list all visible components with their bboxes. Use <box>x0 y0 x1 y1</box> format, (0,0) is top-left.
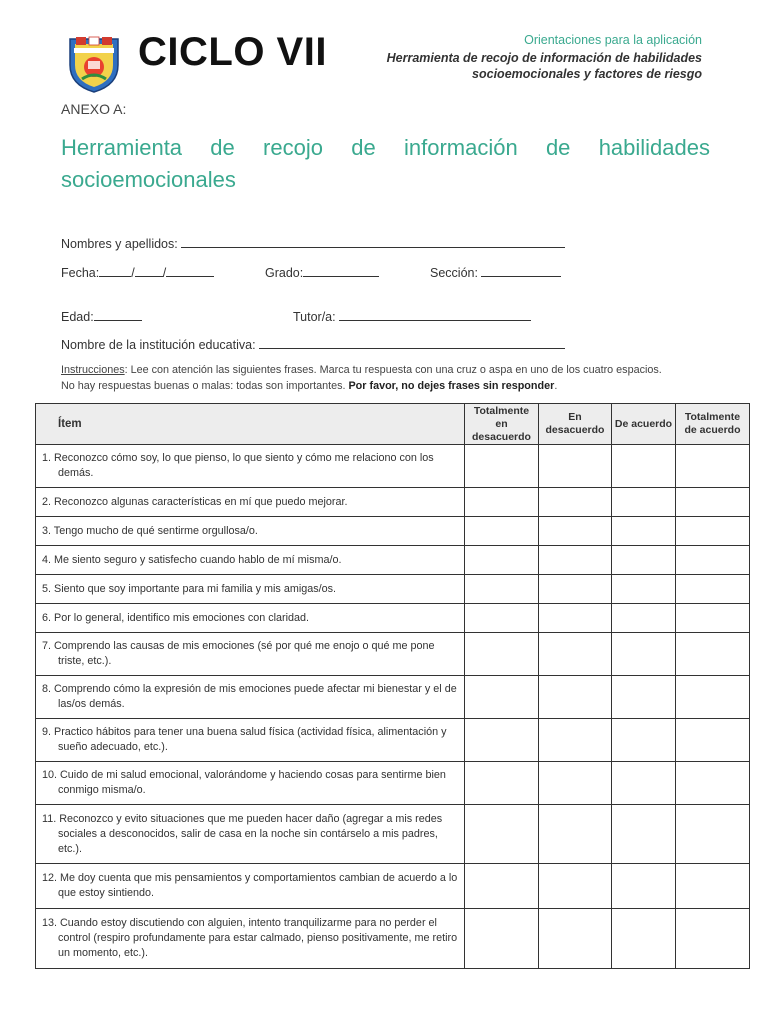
answer-cell[interactable] <box>612 805 676 864</box>
table-row <box>36 719 750 762</box>
section-label: Sección: <box>430 266 478 280</box>
answer-cell[interactable] <box>465 604 539 633</box>
table-row <box>36 633 750 676</box>
answer-cell[interactable] <box>676 488 750 517</box>
answer-cell[interactable] <box>465 546 539 575</box>
date-day-blank[interactable] <box>99 263 131 277</box>
answer-cell[interactable] <box>539 604 612 633</box>
grade-field[interactable] <box>265 263 379 280</box>
table-row <box>36 676 750 719</box>
answer-cell[interactable] <box>539 633 612 676</box>
answer-cell[interactable] <box>676 762 750 805</box>
answer-cell[interactable] <box>465 719 539 762</box>
answer-cell[interactable] <box>612 676 676 719</box>
answer-cell[interactable] <box>676 864 750 909</box>
item-text: 6. Por lo general, identifico mis emociones con claridad. <box>36 604 465 633</box>
header-tool-line-2: socioemocionales y factores de riesgo <box>472 67 702 81</box>
school-crest-icon <box>68 35 120 93</box>
answer-cell[interactable] <box>465 762 539 805</box>
answer-cell[interactable] <box>465 575 539 604</box>
item-text: 8. Comprendo cómo la expresión de mis emociones puede afectar mi bienestar y el de las/os demás. <box>36 676 465 719</box>
answer-cell[interactable] <box>676 909 750 969</box>
option-header-strongly-agree: Totalmente de acuerdo <box>676 404 750 445</box>
item-text: 11. Reconozco y evito situaciones que me pueden hacer daño (agregar a mis redes sociales a desconocidos, salir de casa en la noche sin contárselo a mis padres, etc.). <box>36 805 465 864</box>
item-text: 13. Cuando estoy discutiendo con alguien, intento tranquilizarme para no perder el control (respiro profundamente para estar calmado, pienso positivamente, me retiro un momento, etc.). <box>36 909 465 969</box>
item-text: 2. Reconozco algunas características en mí que puedo mejorar. <box>36 488 465 517</box>
instructions-label: Instrucciones <box>61 364 125 376</box>
age-label: Edad: <box>61 310 94 324</box>
table-row <box>36 762 750 805</box>
tutor-blank[interactable] <box>339 307 531 321</box>
answer-cell[interactable] <box>612 909 676 969</box>
answer-cell[interactable] <box>612 546 676 575</box>
cycle-title: CICLO VII <box>138 30 327 74</box>
table-header-row <box>36 404 750 445</box>
answer-cell[interactable] <box>539 864 612 909</box>
name-blank[interactable] <box>181 234 565 248</box>
answer-cell[interactable] <box>612 864 676 909</box>
table-row <box>36 909 750 969</box>
name-field[interactable] <box>61 234 565 251</box>
school-field[interactable] <box>61 335 565 352</box>
school-label: Nombre de la institución educativa: <box>61 338 256 352</box>
date-label: Fecha: <box>61 266 100 280</box>
answer-cell[interactable] <box>676 805 750 864</box>
answer-cell[interactable] <box>676 445 750 488</box>
header-tool-line-1: Herramienta de recojo de información de habilidades <box>386 51 702 65</box>
header-subtitle: Orientaciones para la aplicación <box>524 33 702 47</box>
answer-cell[interactable] <box>612 762 676 805</box>
age-field[interactable] <box>61 307 142 324</box>
answer-cell[interactable] <box>465 909 539 969</box>
table-row <box>36 546 750 575</box>
option-header-agree: De acuerdo <box>612 404 676 445</box>
date-month-blank[interactable] <box>135 263 163 277</box>
answer-cell[interactable] <box>676 575 750 604</box>
answer-cell[interactable] <box>612 517 676 546</box>
page-header <box>0 0 768 100</box>
item-text: 10. Cuido de mi salud emocional, valorándome y haciendo cosas para sentirme bien conmigo misma/o. <box>36 762 465 805</box>
document-title: Herramienta de recojo de información de habilidades socioemocionales <box>61 135 710 192</box>
answer-cell[interactable] <box>465 488 539 517</box>
table-row <box>36 517 750 546</box>
answer-cell[interactable] <box>612 719 676 762</box>
table-row <box>36 488 750 517</box>
answer-cell[interactable] <box>612 633 676 676</box>
section-blank[interactable] <box>481 263 561 277</box>
item-text: 9. Practico hábitos para tener una buena salud física (actividad física, alimentación y sueño adecuado, etc.). <box>36 719 465 762</box>
answer-cell[interactable] <box>539 676 612 719</box>
answer-cell[interactable] <box>612 445 676 488</box>
answer-cell[interactable] <box>676 604 750 633</box>
answer-cell[interactable] <box>676 676 750 719</box>
answer-cell[interactable] <box>465 517 539 546</box>
item-header: Ítem <box>36 404 465 445</box>
answer-cell[interactable] <box>539 546 612 575</box>
school-blank[interactable] <box>259 335 565 349</box>
tutor-label: Tutor/a: <box>293 310 336 324</box>
answer-cell[interactable] <box>465 805 539 864</box>
answer-cell[interactable] <box>539 488 612 517</box>
answer-cell[interactable] <box>676 517 750 546</box>
option-header-strongly-disagree: Totalmente en desacuerdo <box>465 404 539 445</box>
survey-table <box>35 403 750 969</box>
date-year-blank[interactable] <box>166 263 214 277</box>
instructions-bold: Por favor, no dejes frases sin responder <box>348 380 555 392</box>
answer-cell[interactable] <box>539 517 612 546</box>
answer-cell[interactable] <box>465 864 539 909</box>
instructions-text-1: : Lee con atención las siguientes frases. Marca tu respuesta con una cruz o aspa en uno de los cuatro espacios. <box>124 364 662 376</box>
answer-cell[interactable] <box>465 633 539 676</box>
item-text: 12. Me doy cuenta que mis pensamientos y comportamientos cambian de acuerdo a lo que estoy sintiendo. <box>36 864 465 909</box>
table-row <box>36 864 750 909</box>
instructions-text-2: No hay respuestas buenas o malas: todas son importantes. <box>61 380 349 392</box>
name-label: Nombres y apellidos: <box>61 237 178 251</box>
answer-cell[interactable] <box>465 676 539 719</box>
answer-cell[interactable] <box>539 805 612 864</box>
tutor-field[interactable] <box>293 307 531 324</box>
section-field[interactable] <box>430 263 561 280</box>
answer-cell[interactable] <box>612 488 676 517</box>
table-row <box>36 805 750 864</box>
answer-cell[interactable] <box>539 719 612 762</box>
item-text: 7. Comprendo las causas de mis emociones (sé por qué me enojo o qué me pone triste, etc.). <box>36 633 465 676</box>
table-row <box>36 445 750 488</box>
item-text: 3. Tengo mucho de qué sentirme orgullosa/o. <box>36 517 465 546</box>
answer-cell[interactable] <box>539 909 612 969</box>
answer-cell[interactable] <box>612 575 676 604</box>
answer-cell[interactable] <box>612 604 676 633</box>
answer-cell[interactable] <box>539 762 612 805</box>
header-right <box>387 33 702 82</box>
answer-cell[interactable] <box>676 546 750 575</box>
grade-label: Grado: <box>265 266 304 280</box>
date-field[interactable]: Fecha: / / <box>61 263 214 280</box>
annex-label: ANEXO A: <box>61 101 127 117</box>
item-text: 1. Reconozco cómo soy, lo que pienso, lo que siento y cómo me relaciono con los demás. <box>36 445 465 488</box>
instructions <box>61 362 721 394</box>
answer-cell[interactable] <box>676 719 750 762</box>
answer-cell[interactable] <box>539 445 612 488</box>
age-blank[interactable] <box>94 307 142 321</box>
item-text: 5. Siento que soy importante para mi familia y mis amigas/os. <box>36 575 465 604</box>
answer-cell[interactable] <box>539 575 612 604</box>
instructions-end: . <box>554 380 558 392</box>
grade-blank[interactable] <box>303 263 379 277</box>
answer-cell[interactable] <box>676 633 750 676</box>
item-text: 4. Me siento seguro y satisfecho cuando hablo de mí misma/o. <box>36 546 465 575</box>
table-row <box>36 575 750 604</box>
answer-cell[interactable] <box>465 445 539 488</box>
option-header-disagree: En desacuerdo <box>539 404 612 445</box>
table-row <box>36 604 750 633</box>
